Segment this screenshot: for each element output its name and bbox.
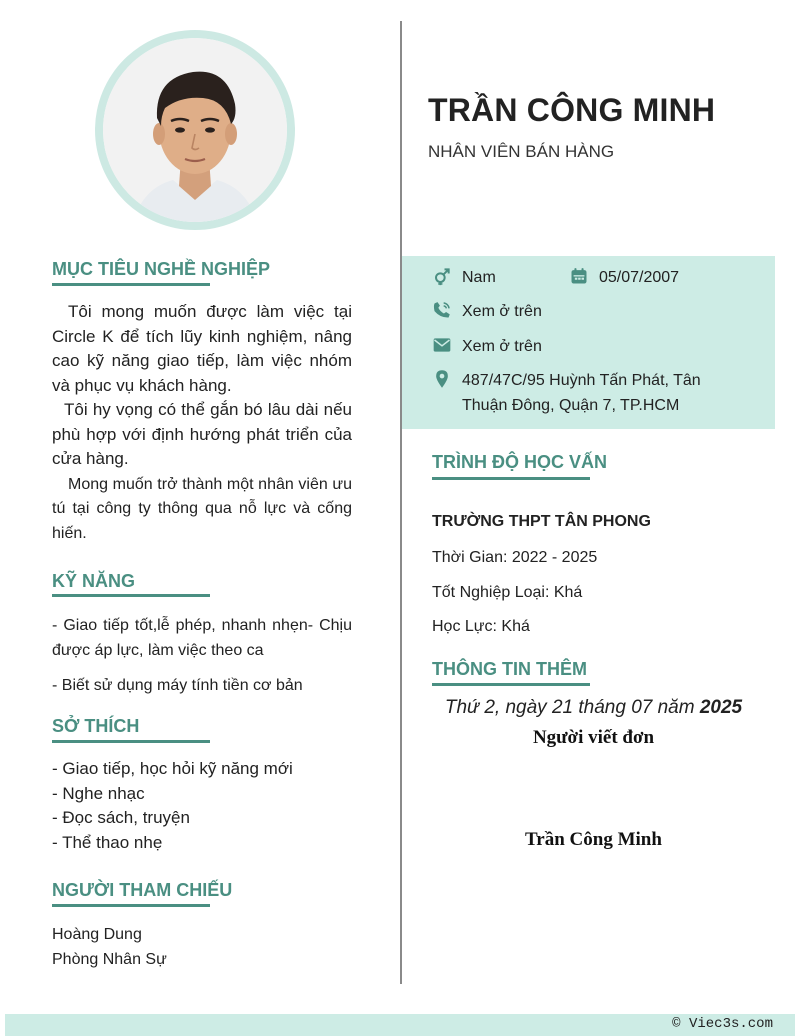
phone-value: Xem ở trên (462, 303, 542, 320)
profile-photo (103, 38, 287, 222)
extra-info-underline (432, 683, 590, 686)
birthday-value: 05/07/2007 (599, 269, 680, 286)
academic-grade: Học Lực: Khá (432, 618, 530, 635)
email-value: Xem ở trên (462, 338, 542, 355)
career-objective-title: MỤC TIÊU NGHỀ NGHIỆP (52, 259, 271, 279)
job-title: NHÂN VIÊN BÁN HÀNG (428, 142, 615, 161)
career-paragraph: Tôi hy vọng có thể gắn bó lâu dài nếu phù hợp với định hướng phát triển của cửa hàng. (52, 400, 352, 468)
career-paragraph: Tôi mong muốn được làm việc tại Circle K để tích lũy kinh nghiệm, nâng cao kỹ năng giao tiếp, làm việc nhóm và phục vụ khách hàng. (52, 302, 352, 395)
hobby-item: - Nghe nhạc (52, 783, 145, 803)
education-period: Thời Gian: 2022 - 2025 (432, 549, 598, 566)
skills-underline (52, 594, 210, 597)
skills-title: KỸ NĂNG (52, 571, 136, 591)
hobby-item: - Đọc sách, truyện (52, 808, 190, 827)
education-underline (432, 477, 590, 480)
hobby-item: - Giao tiếp, học hỏi kỹ năng mới (52, 759, 293, 778)
hobbies-list (52, 757, 352, 855)
gender-icon (432, 266, 452, 286)
skill-item: - Biết sử dụng máy tính tiền cơ bản (52, 677, 303, 694)
career-paragraph: Mong muốn trở thành một nhân viên ưu tú tại công ty thông qua nỗ lực và cống hiến. (52, 475, 352, 542)
school-name: TRƯỜNG THPT TÂN PHONG (432, 513, 651, 530)
signer-name: Trần Công Minh (525, 829, 662, 850)
reference-info (52, 922, 352, 972)
address-value (462, 369, 762, 418)
reference-department: Phòng Nhân Sự (52, 951, 167, 968)
signing-date-text: Thứ 2, ngày 21 tháng 07 năm (444, 697, 700, 718)
hobbies-title: SỞ THÍCH (52, 716, 140, 736)
hobbies-underline (52, 740, 210, 743)
address-line: 487/47C/95 Huỳnh Tấn Phát, Tân (462, 372, 701, 389)
hobby-item: - Thể thao nhẹ (52, 832, 163, 852)
career-objective-underline (52, 283, 210, 286)
reference-name: Hoàng Dung (52, 926, 142, 943)
extra-info-title: THÔNG TIN THÊM (432, 659, 587, 679)
skill-item: - Giao tiếp tốt,lễ phép, nhanh nhẹn- Chịu được áp lực, làm việc theo ca (52, 617, 352, 659)
graduation-grade: Tốt Nghiệp Loại: Khá (432, 584, 583, 601)
reference-title: NGƯỜI THAM CHIẾU (52, 880, 233, 900)
location-pin-icon (432, 369, 452, 389)
phone-icon (432, 300, 452, 320)
reference-underline (52, 904, 210, 907)
address-line: Thuận Đông, Quận 7, TP.HCM (462, 396, 680, 414)
education-title: TRÌNH ĐỘ HỌC VẤN (432, 452, 607, 472)
gender-value: Nam (462, 269, 496, 286)
signing-date (402, 697, 785, 719)
avatar (95, 30, 295, 230)
footer-credit: © Viec3s.com (672, 1016, 773, 1032)
contact-panel (402, 256, 775, 429)
skills-list (52, 613, 352, 698)
calendar-icon (569, 266, 589, 286)
candidate-name: TRẦN CÔNG MINH (428, 92, 716, 128)
signer-label: Người viết đơn (532, 727, 655, 748)
signing-year: 2025 (699, 697, 743, 718)
email-icon (432, 335, 452, 355)
career-objective-text (52, 300, 352, 546)
footer-bar (5, 1014, 795, 1036)
